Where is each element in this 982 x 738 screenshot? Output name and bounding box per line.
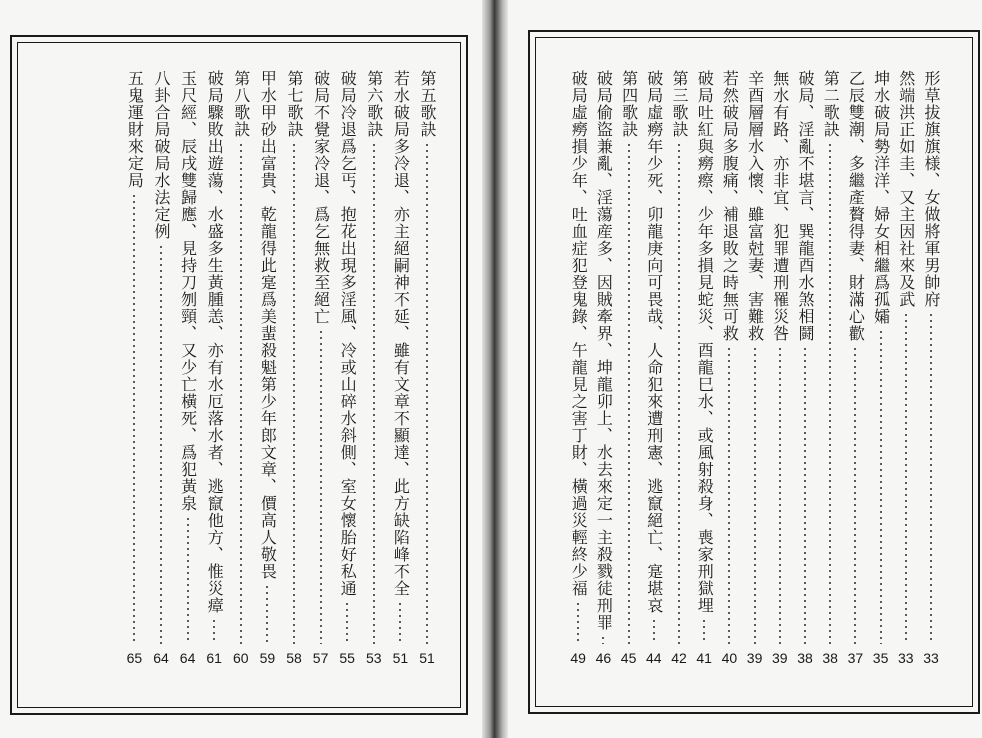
toc-entry-text: 第四歌訣	[619, 70, 639, 138]
book-spine	[482, 0, 508, 738]
toc-entry-text: 辛酉層層水入懷、雖富尅妻、害難救	[745, 70, 765, 342]
toc-page-number: 37	[847, 650, 864, 666]
toc-page-number: 33	[898, 650, 914, 666]
toc-page-number: 39	[746, 650, 763, 666]
toc-entry-text: 破局虛癆年少死、卯龍庚向可畏哉、人命犯來遭刑憲、逃竄絕亡、寔堪哀	[644, 70, 664, 614]
toc-page-number: 45	[620, 650, 637, 666]
toc-page-number: 53	[366, 650, 382, 666]
toc-dot-leader	[854, 346, 856, 644]
left-page	[0, 0, 482, 738]
toc-page-number: 46	[595, 650, 612, 666]
toc-page-number: 39	[772, 650, 788, 666]
toc-page-number: 51	[419, 650, 435, 666]
toc-page-number: 38	[797, 650, 813, 666]
toc-dot-leader	[320, 329, 322, 644]
toc-entry-text: 破局不覺家冷退、爲乞無救至絕亡	[311, 70, 331, 325]
toc-entry-text: 破局冷退爲乞丐、抱花出現多淫風、冷或山碎水斜側、室女懷胎好私通	[338, 70, 358, 597]
toc-entry-text: 破局驟敗出遊蕩、水盛多生黃腫恙、亦有水厄落水者、逃竄他方、惟災瘴	[205, 70, 225, 614]
toc-entry-text: 第六歌訣	[364, 70, 384, 138]
toc-dot-leader	[577, 601, 579, 644]
toc-dot-leader	[754, 346, 756, 644]
toc-dot-leader	[266, 584, 268, 644]
toc-dot-leader	[930, 312, 932, 644]
toc-dot-leader	[240, 142, 242, 644]
toc-dot-leader	[829, 142, 831, 644]
toc-dot-leader	[779, 346, 781, 644]
toc-entry-text: 玉尺經、辰戌雙歸應、見持刀刎頸、又少亡橫死、爲犯黃泉	[178, 70, 198, 512]
toc-page-number: 59	[259, 650, 276, 666]
toc-dot-leader	[602, 635, 604, 644]
toc-page-number: 44	[646, 650, 662, 666]
toc-entry-text: 八卦合局破局水法定例	[152, 70, 171, 240]
toc-page-number: 51	[392, 650, 409, 666]
toc-entry-text: 第五歌訣	[418, 70, 437, 138]
toc-entry-text: 坤水破局勢洋洋、婦女相繼爲孤孀	[871, 70, 891, 325]
toc-page-number: 41	[696, 650, 712, 666]
toc-dot-leader	[160, 244, 162, 644]
toc-dot-leader	[880, 329, 882, 644]
toc-dot-leader	[213, 618, 215, 644]
toc-entry-text: 甲水甲砂出富貴、乾龍得此寔爲美蜚殺魁第少年郎文章、價高人敬畏	[258, 70, 278, 580]
toc-entry-text: 然端洪正如圭、又主因社來及武	[896, 70, 916, 308]
toc-entry-text: 若然破局多腹痛、補退敗之時無可救	[720, 70, 740, 342]
toc-page-number: 60	[233, 650, 249, 666]
toc-entry-text: 第七歌訣	[285, 70, 304, 138]
toc-dot-leader	[653, 618, 655, 644]
toc-dot-leader	[678, 142, 680, 644]
toc-dot-leader	[187, 516, 189, 644]
toc-page-number: 55	[339, 650, 355, 666]
toc-dot-leader	[346, 601, 348, 644]
toc-page-number: 64	[153, 650, 169, 666]
toc-entry-text: 無水有路、亦非宜、犯罪遭刑罹災咎	[770, 70, 790, 342]
toc-entry-text: 破局、淫亂不堪言、巽龍酉水煞相鬪	[796, 70, 815, 342]
toc-entry-text: 五鬼運財來定局	[125, 70, 145, 189]
toc-page-number: 65	[126, 650, 143, 666]
toc-page-number: 64	[179, 650, 196, 666]
toc-page-number: 61	[206, 650, 222, 666]
toc-dot-leader	[703, 618, 705, 644]
toc-entry-text: 破局虛癆損少年、吐血症犯登鬼錄、午龍見之害丁財、橫過災輕終少福	[569, 70, 589, 597]
toc-dot-leader	[728, 346, 730, 644]
toc-page-number: 40	[721, 650, 738, 666]
toc-page-number: 49	[570, 650, 586, 666]
toc-entry-text: 形草拔旗旗様、女做將軍男帥府	[922, 70, 941, 308]
toc-page-number: 42	[671, 650, 687, 666]
toc-entry-text: 破局偷盜兼亂、淫蕩産多、因賊牽界、坤龍卯上、水去來定一主殺戮徒刑罪	[594, 70, 614, 631]
toc-entry-text: 破局吐紅與癆瘵、少年多損見蛇災、酉龍巳水、或風射殺身、喪家刑獄埋	[695, 70, 715, 614]
toc-dot-leader	[293, 142, 295, 644]
toc-entry-text: 第八歌訣	[231, 70, 251, 138]
toc-dot-leader	[804, 346, 806, 644]
toc-dot-leader	[373, 142, 375, 644]
toc-page-number: 57	[312, 650, 329, 666]
toc-entry-text: 第三歌訣	[670, 70, 689, 138]
toc-entry-text: 若水破局多冷退、亦主絕嗣神不延、雖有文章不顯達、此方缺陷峰不全	[391, 70, 411, 597]
toc-page-number: 33	[923, 650, 939, 666]
toc-page-number: 58	[286, 650, 302, 666]
toc-dot-leader	[133, 193, 135, 644]
right-page	[508, 0, 982, 738]
toc-dot-leader	[628, 142, 630, 644]
toc-dot-leader	[399, 601, 401, 644]
toc-dot-leader	[426, 142, 428, 644]
toc-entry-text: 第二歌訣	[821, 70, 841, 138]
toc-page-number: 35	[872, 650, 889, 666]
toc-page-number: 38	[822, 650, 838, 666]
toc-entry-text: 乙辰雙潮、多繼產贅得妻、財滿心歡	[846, 70, 866, 342]
toc-dot-leader	[905, 312, 907, 644]
